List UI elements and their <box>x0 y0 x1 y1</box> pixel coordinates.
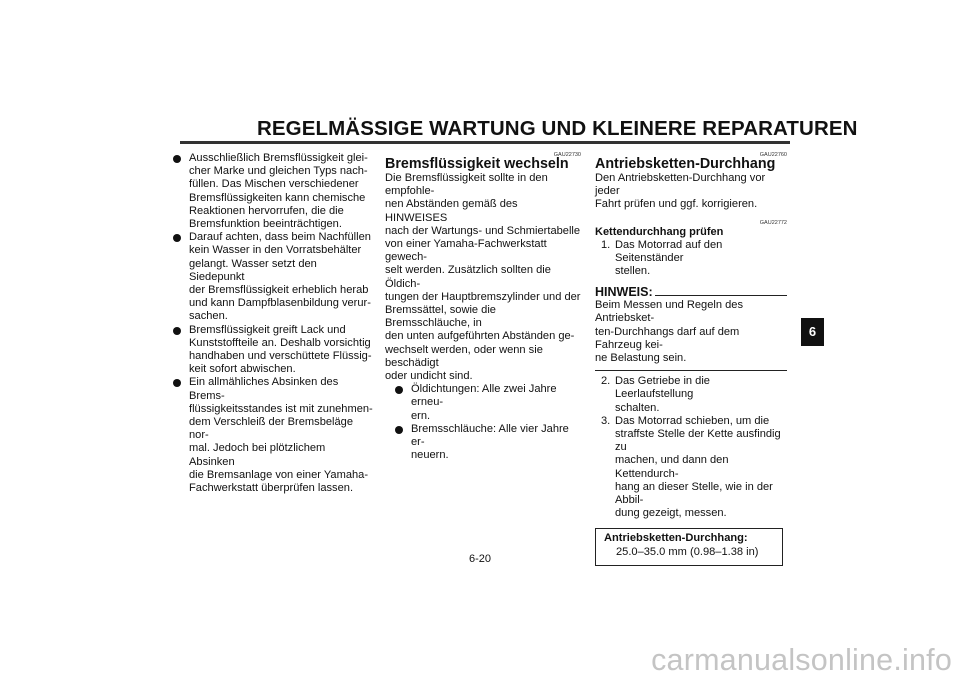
bullet-item <box>385 383 581 423</box>
bullet-item <box>173 231 373 323</box>
text-line: sachen. <box>189 310 228 323</box>
page-title: REGELMÄSSIGE WARTUNG UND KLEINERE REPARATUREN <box>257 117 858 140</box>
text-line: ten-Durchhangs darf auf dem Fahrzeug kei- <box>595 325 740 351</box>
text-line: neuern. <box>411 449 449 462</box>
text-line: Das Motorrad schieben, um die <box>615 414 770 427</box>
text-line: Reaktionen hervorrufen, die die <box>189 204 344 217</box>
bullet-icon <box>395 386 403 394</box>
section-heading-brake-fluid: Bremsflüssigkeit wechseln <box>385 156 569 172</box>
interval-bullet-list <box>385 383 581 462</box>
text-line: machen, und dann den Kettendurch- <box>615 454 729 480</box>
step-text <box>615 375 787 415</box>
note-label: HINWEIS: <box>595 285 653 300</box>
bullet-icon <box>173 234 181 242</box>
text-line: Bremsflüssigkeiten kann chemische <box>189 191 366 204</box>
subsection-code: GAU22772 <box>759 219 787 226</box>
text-line: mal. Jedoch bei plötzlichem Absinken <box>189 442 326 468</box>
text-line: füllen. Das Mischen verschiedener <box>189 178 359 191</box>
text-line: Öldichtungen: Alle zwei Jahre erneu- <box>411 383 557 409</box>
text-line: wechselt werden, oder wenn sie beschädigt <box>385 343 543 369</box>
note-text <box>595 299 787 365</box>
warning-bullet-list <box>173 152 373 495</box>
section-code: GAU22730 <box>553 152 581 158</box>
page-number: 6-20 <box>468 553 492 565</box>
text-line: Den Antriebsketten-Durchhang vor jeder <box>595 172 766 198</box>
text-line: Ein allmähliches Absinken des Brems- <box>189 376 339 402</box>
text-line: Bremsflüssigkeit greift Lack und <box>189 323 346 336</box>
text-line: keit sofort abwischen. <box>189 363 296 376</box>
bullet-item <box>173 324 373 377</box>
bullet-item <box>173 376 373 495</box>
step-text <box>615 239 787 279</box>
column-left <box>173 152 373 495</box>
step-1 <box>595 239 787 279</box>
step-2 <box>595 375 787 415</box>
text-line: dung gezeigt, messen. <box>615 507 727 520</box>
text-line: hang an dieser Stelle, wie in der Abbil- <box>615 480 773 507</box>
note-header <box>595 285 787 299</box>
section-heading-chain-slack: Antriebsketten-Durchhang <box>595 156 776 172</box>
spec-value: 25.0–35.0 mm (0.98–1.38 in) <box>616 545 759 558</box>
text-line: nach der Wartungs- und Schmiertabelle <box>385 224 581 237</box>
bullet-icon <box>173 155 181 163</box>
bullet-item <box>385 423 581 463</box>
text-line: flüssigkeitsstandes ist mit zunehmen- <box>189 402 373 415</box>
text-line: Kunststoffteile an. Deshalb vorsichtig <box>189 336 371 349</box>
text-line: den unten aufgeführten Abständen ge- <box>385 330 575 343</box>
text-line: oder undicht sind. <box>385 370 473 383</box>
bullet-item <box>173 152 373 231</box>
text-line: ern. <box>411 409 431 422</box>
column-middle <box>385 152 581 462</box>
spec-title: Antriebsketten-Durchhang: <box>604 532 748 545</box>
step-text <box>615 415 787 521</box>
text-line: ne Belastung sein. <box>595 352 687 365</box>
note-rule <box>655 295 787 296</box>
note-end-rule <box>595 370 787 371</box>
section-code: GAU22760 <box>759 152 787 158</box>
text-line: Ausschließlich Bremsflüssigkeit glei- <box>189 152 368 164</box>
step-number: 3. <box>601 414 611 427</box>
bullet-icon <box>173 379 181 387</box>
bullet-icon <box>173 327 181 335</box>
text-line: stellen. <box>615 265 651 278</box>
text-line: nen Abständen gemäß des HINWEISES <box>385 198 518 224</box>
text-line: kein Wasser in den Vorratsbehälter <box>189 244 362 257</box>
text-line: Bremssättel, sowie die Bremsschläuche, in <box>385 304 496 330</box>
text-line: selt werden. Zusätzlich sollten die Öldich- <box>385 264 551 290</box>
text-line: Die Bremsflüssigkeit sollte in den empfohle- <box>385 172 548 198</box>
text-line: Beim Messen und Regeln des Antriebsket- <box>595 299 743 325</box>
text-line: Das Getriebe in die Leerlaufstellung <box>615 375 710 401</box>
text-line: von einer Yamaha-Fachwerkstatt gewech- <box>385 238 547 264</box>
header-rule <box>180 141 790 144</box>
step-3 <box>595 415 787 521</box>
text-line: Fahrt prüfen und ggf. korrigieren. <box>595 198 758 211</box>
chain-intro-paragraph <box>595 172 787 212</box>
text-line: die Bremsanlage von einer Yamaha- <box>189 468 369 481</box>
text-line: und kann Dampfblasenbildung verur- <box>189 297 371 310</box>
step-number: 1. <box>601 238 611 251</box>
text-line: Bremsschläuche: Alle vier Jahre er- <box>411 422 569 449</box>
text-line: straffste Stelle der Kette ausfindig zu <box>615 428 781 454</box>
brake-fluid-paragraph <box>385 172 581 383</box>
text-line: tungen der Hauptbremszylinder und der <box>385 290 581 303</box>
text-line: Bremsfunktion beeinträchtigen. <box>189 218 342 231</box>
step-number: 2. <box>601 375 611 388</box>
text-line: Das Motorrad auf den Seitenständer <box>615 238 723 264</box>
text-line: der Bremsflüssigkeit erheblich herab <box>189 284 369 297</box>
text-line: schalten. <box>615 401 660 414</box>
text-line: Darauf achten, dass beim Nachfüllen <box>189 231 371 244</box>
text-line: gelangt. Wasser setzt den Siedepunkt <box>189 257 317 283</box>
watermark: carmanualsonline.info <box>651 643 952 677</box>
text-line: cher Marke und gleichen Typs nach- <box>189 165 368 178</box>
text-line: handhaben und verschüttete Flüssig- <box>189 350 372 363</box>
chapter-tab: 6 <box>801 318 824 346</box>
column-right <box>595 152 787 566</box>
text-line: dem Verschleiß der Bremsbeläge nor- <box>189 416 354 442</box>
bullet-icon <box>395 426 403 434</box>
text-line: Fachwerkstatt überprüfen lassen. <box>189 482 354 495</box>
subsection-heading: Kettendurchhang prüfen <box>595 225 724 238</box>
